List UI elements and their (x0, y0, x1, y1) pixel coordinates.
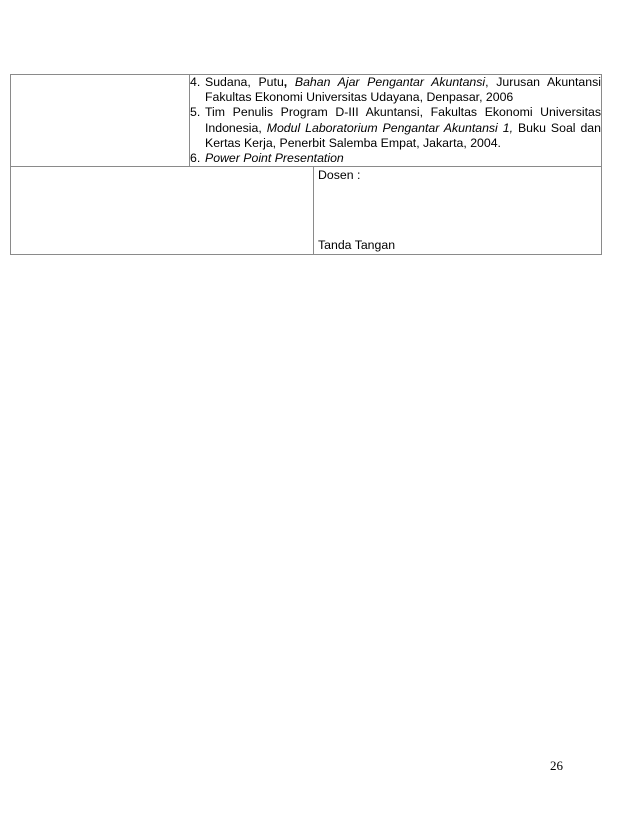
reference-title: Power Point Presentation (205, 151, 344, 166)
reference-text (205, 105, 601, 149)
reference-text (205, 75, 601, 104)
reference-item (190, 105, 601, 151)
reference-details: , Jurusan Akuntansi Fakultas Ekonomi Universitas Udayana, Denpasar, 2006 (205, 75, 601, 105)
reference-title: Modul Laboratorium Pengantar Akuntansi 1, (266, 120, 513, 135)
reference-list (190, 75, 601, 166)
reference-separator: , (258, 120, 267, 135)
references-row (11, 75, 602, 167)
reference-number: 4. (190, 75, 201, 89)
reference-details: Buku Soal dan Kertas Kerja, Penerbit Salemba Empat, Jakarta, 2004. (205, 120, 601, 150)
reference-author: Tim Penulis Program D-III Akuntansi, Fakultas Ekonomi Universitas Indonesia (205, 105, 601, 135)
references-cell (190, 75, 602, 167)
reference-item (190, 151, 601, 166)
empty-signature-cell (11, 167, 314, 255)
signature-row (11, 167, 602, 255)
reference-text (205, 151, 344, 165)
empty-left-cell (11, 75, 190, 167)
page-number: 26 (550, 758, 563, 773)
reference-item (190, 75, 601, 105)
reference-separator: , (283, 75, 295, 89)
lecturer-signature-cell (314, 167, 602, 255)
reference-number: 5. (190, 105, 201, 120)
course-plan-table (10, 74, 602, 255)
reference-number: 6. (190, 151, 201, 166)
reference-title: Bahan Ajar Pengantar Akuntansi (294, 75, 486, 89)
dosen-label: Dosen : (318, 168, 361, 183)
signature-label: Tanda Tangan (318, 238, 396, 253)
reference-author: Sudana, Putu (205, 75, 284, 89)
